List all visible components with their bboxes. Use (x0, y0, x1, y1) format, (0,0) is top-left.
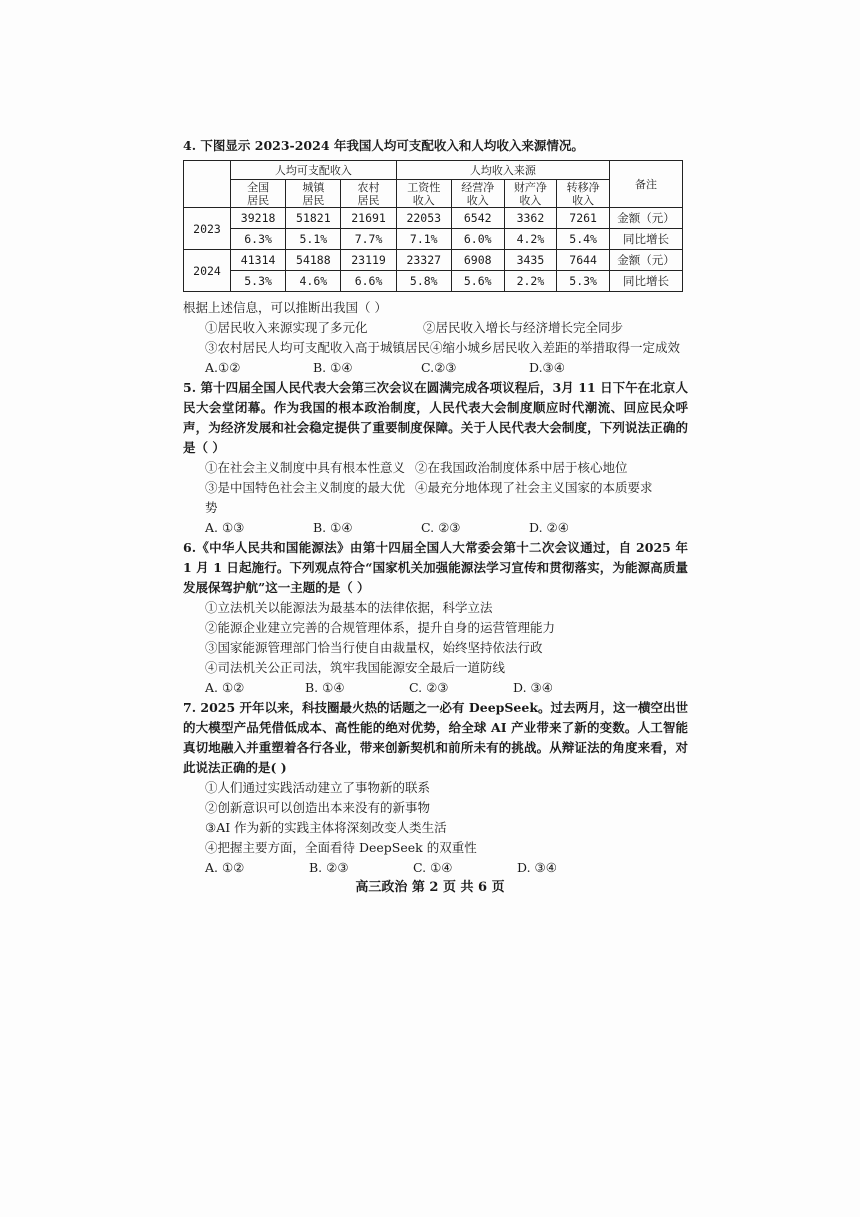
q7-choice-d[interactable]: D. ③④ (517, 860, 557, 875)
table-cell: 6908 (451, 250, 504, 271)
table-cell: 21691 (341, 208, 396, 229)
remark-cell: 金额（元） (610, 250, 683, 271)
q5-stem: 5. 第十四届全国人民代表大会第三次会议在圆满完成各项议程后，3月 11 日下午在北京人民大会堂闭幕。作为我国的根本政治制度，人民代表大会制度顺应时代潮流、回应民众呼声，为经济发展和社会稳定提供了重要制度保障。关于人民代表大会制度，下列说法正确的是（ ） (183, 380, 688, 455)
table-cell: 54188 (286, 250, 341, 271)
year-cell: 2023 (184, 208, 231, 250)
q5-option-3: ③是中国特色社会主义制度的最大优势 (205, 480, 406, 515)
q7-option-4: ④把握主要方面，全面看待 DeepSeek 的双重性 (205, 840, 477, 855)
page-content (183, 136, 688, 878)
q5-options-row2 (205, 478, 688, 518)
column-header: 农村 居民 (341, 180, 396, 208)
table-cell: 4.2% (504, 229, 557, 250)
header-remark: 备注 (610, 161, 683, 208)
table-row (184, 271, 683, 292)
q7-choice-a[interactable]: A. ①② (205, 860, 245, 875)
column-header: 工资性 收入 (396, 180, 451, 208)
q6-stem: 6.《中华人民共和国能源法》由第十四届全国人大常委会第十二次会议通过，自 2025 年 1 月 1 日起施行。下列观点符合“国家机关加强能源法学习宣传和贯彻落实，为能源高质量发展保驾护航”这一主题的是（ ） (183, 540, 688, 595)
q4-choice-c[interactable]: C.②③ (421, 360, 457, 375)
q4-options-row1 (205, 318, 688, 338)
table-cell: 3435 (504, 250, 557, 271)
q7-option-2: ②创新意识可以创造出本来没有的新事物 (205, 800, 431, 815)
table-cell: 7644 (557, 250, 610, 271)
table-cell: 7261 (557, 208, 610, 229)
table-cell: 23119 (341, 250, 396, 271)
column-header: 财产净 收入 (504, 180, 557, 208)
q4-choices (205, 358, 688, 378)
q4-choice-a[interactable]: A.①② (205, 360, 241, 375)
table-cell: 5.8% (396, 271, 451, 292)
q7-choices (205, 858, 688, 878)
q5-option-1: ①在社会主义制度中具有根本性意义 (205, 460, 406, 475)
table-cell: 39218 (231, 208, 286, 229)
year-cell: 2024 (184, 250, 231, 292)
table-cell: 5.4% (557, 229, 610, 250)
q6-choices (205, 678, 688, 698)
table-cell: 6.3% (231, 229, 286, 250)
q6-option-4: ④司法机关公正司法，筑牢我国能源安全最后一道防线 (205, 660, 506, 675)
table-row (184, 208, 683, 229)
column-header: 全国 居民 (231, 180, 286, 208)
q4-option-3: ③农村居民人均可支配收入高于城镇居民 (205, 340, 431, 355)
q5-choices (205, 518, 688, 538)
q4-choice-b[interactable]: B. ①④ (313, 360, 353, 375)
table-cell: 22053 (396, 208, 451, 229)
q4-stem: 4. 下图显示 2023-2024 年我国人均可支配收入和人均收入来源情况。 (183, 138, 584, 153)
header-income-source: 人均收入来源 (396, 161, 609, 180)
table-cell: 51821 (286, 208, 341, 229)
q7-option-1: ①人们通过实践活动建立了事物新的联系 (205, 780, 431, 795)
header-disposable-income: 人均可支配收入 (231, 161, 397, 180)
column-header: 经营净 收入 (451, 180, 504, 208)
q5-options-row1 (205, 458, 688, 478)
table-cell: 5.1% (286, 229, 341, 250)
q6-option-1: ①立法机关以能源法为最基本的法律依据，科学立法 (205, 600, 493, 615)
column-header: 转移净 收入 (557, 180, 610, 208)
q7-stem: 7. 2025 开年以来，科技圈最火热的话题之一必有 DeepSeek。过去两月，这一横空出世的大模型产品凭借低成本、高性能的绝对优势，给全球 AI 产业带来了新的变数。人工智能真切地融入并重塑着各行各业，带来创新契机和前所未有的挑战。从辩证法的角度来看，对此说法正确的是( ) (183, 700, 688, 775)
table-cell: 6542 (451, 208, 504, 229)
q5-option-2: ②在我国政治制度体系中居于核心地位 (415, 460, 628, 475)
q4-choice-d[interactable]: D.③④ (529, 360, 565, 375)
q5-choice-c[interactable]: C. ②③ (421, 520, 461, 535)
table-cell: 6.6% (341, 271, 396, 292)
table-cell: 5.3% (557, 271, 610, 292)
q6-option-2: ②能源企业建立完善的合规管理体系，提升自身的运营管理能力 (205, 620, 556, 635)
table-corner (184, 161, 231, 208)
income-table (183, 160, 683, 292)
q6-choice-a[interactable]: A. ①② (205, 680, 245, 695)
q5-option-4: ④最充分地体现了社会主义国家的本质要求 (415, 480, 653, 495)
table-cell: 5.3% (231, 271, 286, 292)
q4-option-4: ④缩小城乡居民收入差距的举措取得一定成效 (430, 340, 681, 355)
table-cell: 5.6% (451, 271, 504, 292)
q5-choice-b[interactable]: B. ①④ (313, 520, 353, 535)
remark-cell: 同比增长 (610, 229, 683, 250)
table-cell: 6.0% (451, 229, 504, 250)
table-cell: 7.1% (396, 229, 451, 250)
q6-option-3: ③国家能源管理部门恰当行使自由裁量权，始终坚持依法行政 (205, 640, 543, 655)
q7-choice-c[interactable]: C. ①④ (413, 860, 453, 875)
table-cell: 3362 (504, 208, 557, 229)
q4-question: 根据上述信息，可以推断出我国（ ） (183, 300, 387, 315)
q4-option-2: ②居民收入增长与经济增长完全同步 (423, 320, 624, 335)
q4-option-1: ①居民收入来源实现了多元化 (205, 320, 368, 335)
table-cell: 23327 (396, 250, 451, 271)
remark-cell: 同比增长 (610, 271, 683, 292)
remark-cell: 金额（元） (610, 208, 683, 229)
q6-choice-b[interactable]: B. ①④ (305, 680, 345, 695)
table-cell: 41314 (231, 250, 286, 271)
table-cell: 7.7% (341, 229, 396, 250)
q7-choice-b[interactable]: B. ②③ (309, 860, 349, 875)
q4-options-row2 (205, 338, 688, 358)
table-cell: 4.6% (286, 271, 341, 292)
column-header: 城镇 居民 (286, 180, 341, 208)
q6-choice-c[interactable]: C. ②③ (409, 680, 449, 695)
q5-choice-d[interactable]: D. ②④ (529, 520, 569, 535)
table-row (184, 250, 683, 271)
q5-choice-a[interactable]: A. ①③ (205, 520, 245, 535)
page-footer: 高三政治 第 2 页 共 6 页 (355, 880, 505, 895)
q6-choice-d[interactable]: D. ③④ (513, 680, 553, 695)
table-row (184, 229, 683, 250)
q7-option-3: ③AI 作为新的实践主体将深刻改变人类生活 (205, 820, 447, 835)
table-cell: 2.2% (504, 271, 557, 292)
